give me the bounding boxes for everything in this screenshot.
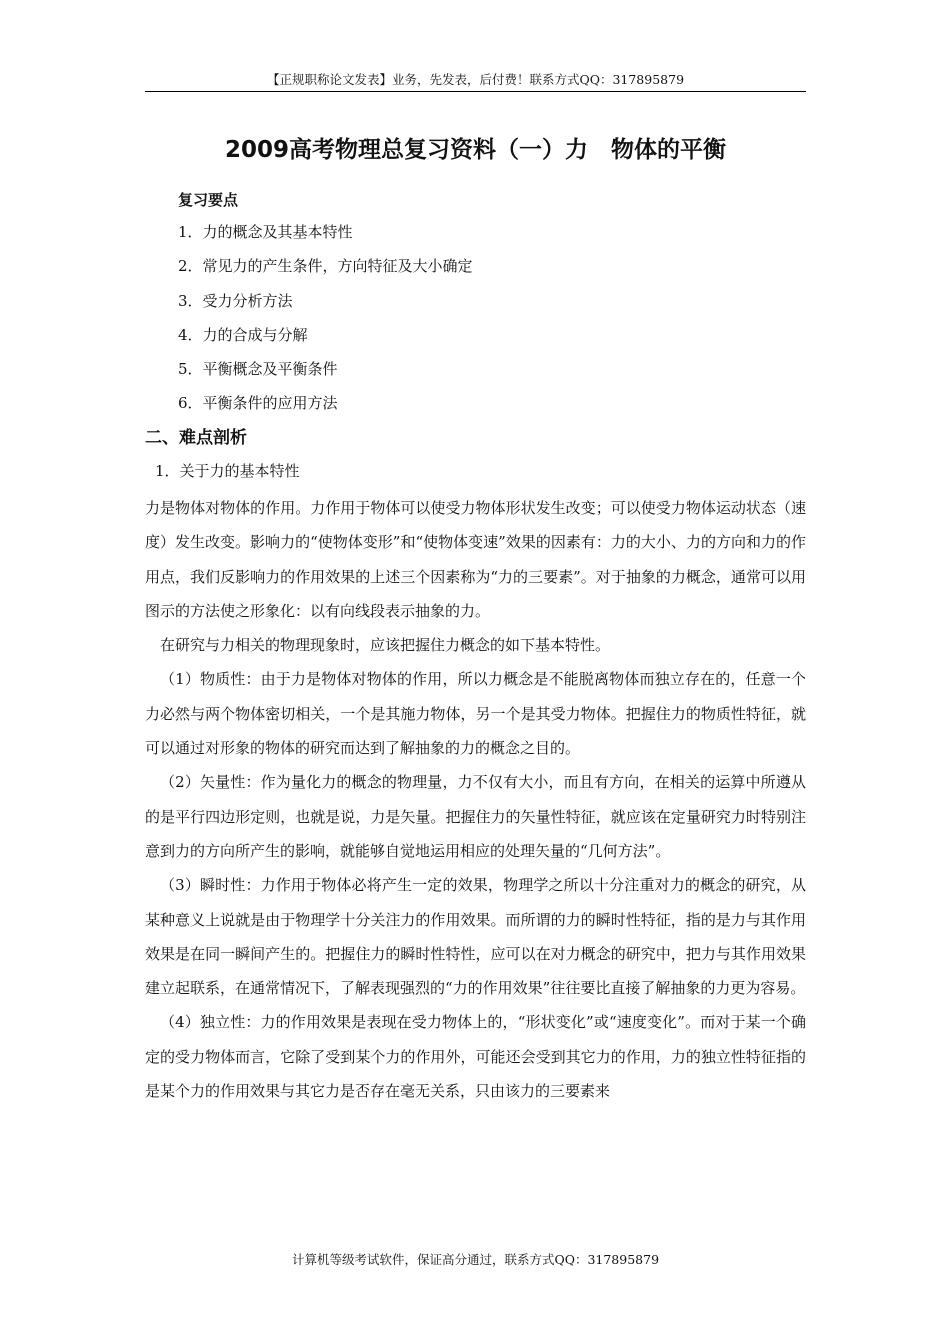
review-point-item: 3．受力分析方法 xyxy=(178,291,293,310)
review-points-heading: 复习要点 xyxy=(178,191,239,209)
paragraph-materiality: （1）物质性：由于力是物体对物体的作用，所以力概念是不能脱离物体而独立存在的，任意一个力必然与两个物体密切相关，一个是其施力物体，另一个是其受力物体。把握住力的物质性特征，就可以通过对形象的物体的研究而达到了解抽象的力的概念之目的。 xyxy=(145,670,806,758)
review-point-item: 4．力的合成与分解 xyxy=(178,325,308,344)
review-points-list xyxy=(178,220,473,426)
review-point-item: 2．常见力的产生条件，方向特征及大小确定 xyxy=(178,257,473,276)
paragraph-vector-nature: （2）矢量性：作为量化力的概念的物理量，力不仅有大小，而且有方向，在相关的运算中所遵从的是平行四边形定则，也就是说，力是矢量。把握住力的矢量性特征，就应该在定量研究力时特别注意到力的方向所产生的影响，就能够自觉地运用相应的处理矢量的“几何方法”。 xyxy=(145,773,806,860)
force-properties-subheading: 1．关于力的基本特性 xyxy=(155,462,300,480)
review-point-item: 6．平衡条件的应用方法 xyxy=(178,394,338,413)
footer-text: 计算机等级考试软件，保证高分通过，联系方式QQ：317895879 xyxy=(291,1252,660,1267)
page-header xyxy=(145,72,806,92)
paragraph-intro-properties: 在研究与力相关的物理现象时，应该把握住力概念的如下基本特性。 xyxy=(160,636,611,655)
review-point-item: 5．平衡概念及平衡条件 xyxy=(178,360,338,379)
review-point-item: 1．力的概念及其基本特性 xyxy=(178,223,353,241)
page-footer xyxy=(145,1251,806,1269)
document-title: 2009高考物理总复习资料（一）力 物体的平衡 xyxy=(224,137,726,163)
paragraph-instantaneity: （3）瞬时性：力作用于物体必将产生一定的效果，物理学之所以十分注重对力的概念的研究，从某种意义上说就是由于物理学十分关注力的作用效果。而所谓的力的瞬时性特征，指的是力与其作用效果是在同一瞬间产生的。把握住力的瞬时性特性，应可以在对力概念的研究中，把力与其作用效果建立起联系，在通常情况下，了解表现强烈的“力的作用效果”往往要比直接了解抽象的力更为容易。 xyxy=(145,876,806,998)
paragraph-independence: （4）独立性：力的作用效果是表现在受力物体上的，“形状变化”或“速度变化”。而对于某一个确定的受力物体而言，它除了受到某个力的作用外，可能还会受到其它力的作用，力的独立性特征指的是某个力的作用效果与其它力是否存在毫无关系，只由该力的三要素来 xyxy=(145,1013,806,1101)
body-text xyxy=(145,491,806,1108)
header-text: 【正规职称论文发表】业务，先发表，后付费！联系方式QQ：317895879 xyxy=(266,72,685,87)
paragraph-force-definition: 力是物体对物体的作用。力作用于物体可以使受力物体形状发生改变；可以使受力物体运动状态（速度）发生改变。影响力的“使物体变形”和“使物体变速”效果的因素有：力的大小、力的方向和力的作用点，我们反影响力的作用效果的上述三个因素称为“力的三要素”。对于抽象的力概念，通常可以用图示的方法使之形象化：以有向线段表示抽象的力。 xyxy=(145,499,806,620)
difficulty-analysis-heading: 二、难点剖析 xyxy=(145,428,247,448)
